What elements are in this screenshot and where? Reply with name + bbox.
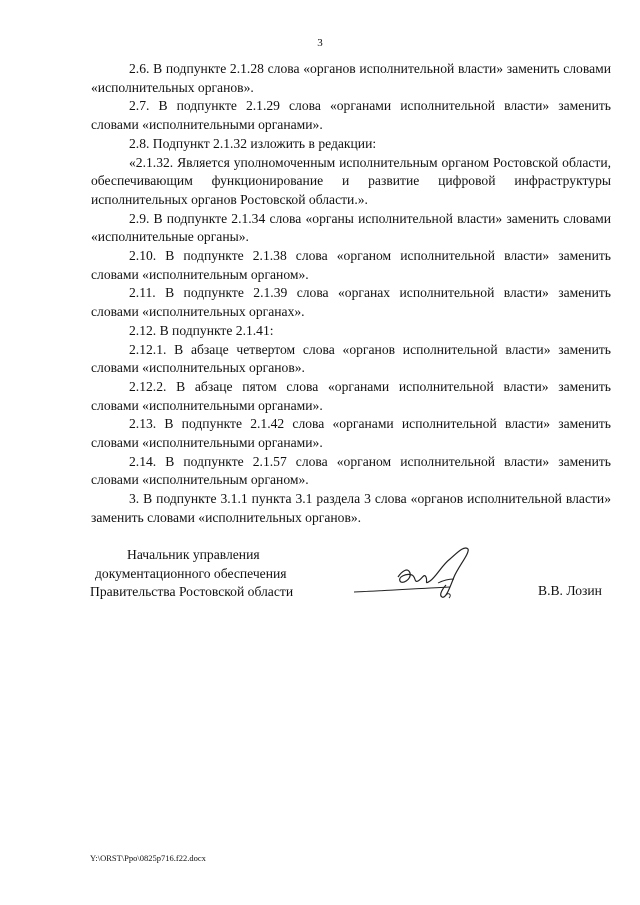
document-body (91, 60, 611, 528)
paragraph-2-1-32-quote: «2.1.32. Является уполномоченным исполнительным органом Ростовской области, обеспечивающим функционирование и развитие цифровой инфраструктуры исполнительных органов Ростовской области.». (91, 154, 611, 207)
signer-name: В.В. Лозин (538, 583, 602, 598)
signer-position-line-2: документационного обеспечения (95, 565, 287, 581)
paragraph-3: 3. В подпункте 3.1.1 пункта 3.1 раздела 3 слова «органов исполнительной власти» заменить словами «исполнительных органов». (91, 491, 611, 525)
paragraph-2-13: 2.13. В подпункте 2.1.42 слова «органами исполнительной власти» заменить словами «исполнительными органами». (91, 416, 611, 451)
paragraph-2-12: 2.12. В подпункте 2.1.41: (129, 322, 274, 338)
signature-block (90, 546, 320, 602)
paragraph-2-14: 2.14. В подпункте 2.1.57 слова «органом исполнительной власти» заменить словами «исполнительным органом». (91, 453, 611, 488)
paragraph-2-9: 2.9. В подпункте 2.1.34 слова «органы исполнительной власти» заменить словами «исполнительные органы». (91, 210, 611, 245)
paragraph-2-12-2: 2.12.2. В абзаце пятом слова «органами исполнительной власти» заменить словами «исполнительными органами». (91, 378, 611, 413)
paragraph-2-6: 2.6. В подпункте 2.1.28 слова «органов исполнительной власти» заменить словами «исполнительных органов». (91, 61, 611, 95)
handwritten-signature (350, 537, 500, 607)
page-number: 3 (317, 37, 323, 49)
signer-position-line-1: Начальник управления (127, 547, 260, 562)
paragraph-2-12-1: 2.12.1. В абзаце четвертом слова «органов исполнительной власти» заменить словами «исполнительных органов». (91, 341, 611, 376)
paragraph-2-10: 2.10. В подпункте 2.1.38 слова «органом исполнительной власти» заменить словами «исполнительным органом». (91, 248, 611, 282)
paragraph-2-8: 2.8. Подпункт 2.1.32 изложить в редакции: (129, 135, 377, 151)
signer-position-line-3: Правительства Ростовской области (90, 584, 294, 600)
file-path-footer: Y:\ORST\Ppo\0825p716.f22.docx (90, 853, 206, 863)
paragraph-2-7: 2.7. В подпункте 2.1.29 слова «органами исполнительной власти» заменить словами «исполнительными органами». (91, 98, 611, 133)
paragraph-2-11: 2.11. В подпункте 2.1.39 слова «органах исполнительной власти» заменить словами «исполнительных органах». (91, 285, 611, 320)
